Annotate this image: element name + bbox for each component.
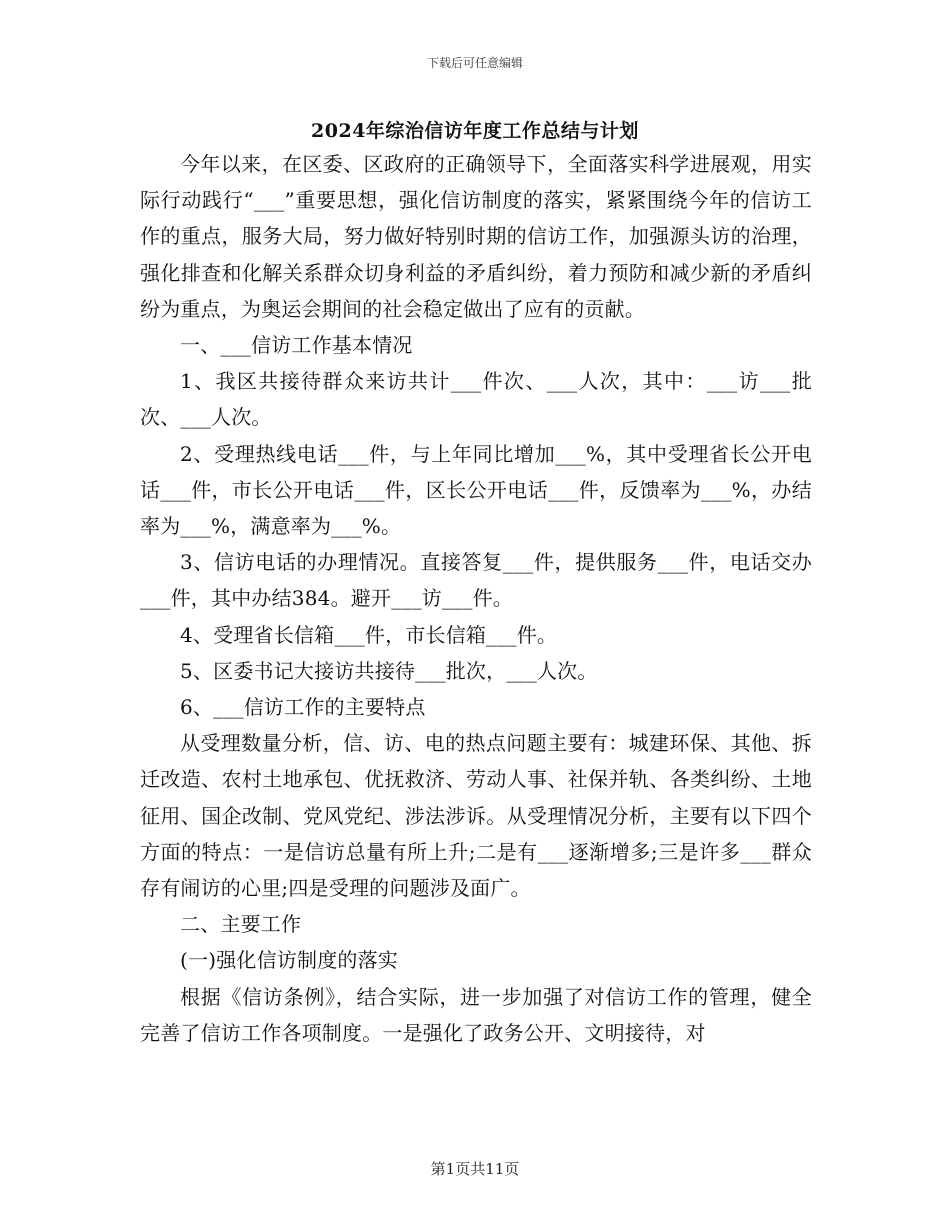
section-heading-main-work: 二、主要工作: [180, 912, 302, 937]
document-title: 2024年综治信访年度工作总结与计划: [311, 120, 639, 142]
paragraph-item-4: 4、受理省长信箱___件，市长信箱___件。: [180, 622, 558, 647]
paragraph-item-5: 5、区委书记大接访共接待___批次，___人次。: [180, 658, 598, 683]
paragraph-item-3: 3、信访电话的办理情况。直接答复___件，提供服务___件，电话交办___件，其中办结384。避开___访___件。: [140, 550, 812, 611]
paragraph-intro: 今年以来，在区委、区政府的正确领导下，全面落实科学进展观，用实际行动践行“___”重要思想，强化信访制度的落实，紧紧围绕今年的信访工作的重点，服务大局，努力做好特别时期的信访工作，加强源头访的治理，强化排查和化解关系群众切身利益的矛盾纠纷，着力预防和减少新的矛盾纠纷为重点，为奥运会期间的社会稳定做出了应有的贡献。: [140, 152, 812, 321]
paragraph-features: 从受理数量分析，信、访、电的热点问题主要有：城建环保、其他、拆迁改造、农村土地承包、优抚救济、劳动人事、社保并轨、各类纠纷、土地征用、国企改制、党风党纪、涉法涉诉。从受理情况分析，主要有以下四个方面的特点：一是信访总量有所上升;二是有___逐渐增多;三是许多___群众存有闹访的心里;四是受理的问题涉及面广。: [140, 731, 812, 901]
subsection-heading-1: (一)强化信访制度的落实: [180, 948, 399, 973]
paragraph-regulations: 根据《信访条例》，结合实际，进一步加强了对信访工作的管理，健全完善了信访工作各项制度。一是强化了政务公开、文明接待，对: [140, 984, 812, 1045]
page-footer: 第1页共11页: [430, 1160, 520, 1178]
header-note: 下载后可任意编辑: [426, 56, 523, 70]
paragraph-item-1: 1、我区共接待群众来访共计___件次、___人次，其中：___访___批次、___人次。: [140, 369, 812, 430]
section-heading-basic: 一、___信访工作基本情况: [180, 333, 413, 358]
paragraph-item-6: 6、___信访工作的主要特点: [180, 695, 426, 720]
document-body: [140, 146, 812, 1051]
paragraph-item-2: 2、受理热线电话___件，与上年同比增加___%，其中受理省长公开电话___件，市长公开电话___件，区长公开电话___件，反馈率为___%，办结率为___%，满意率为___%。: [140, 441, 812, 539]
